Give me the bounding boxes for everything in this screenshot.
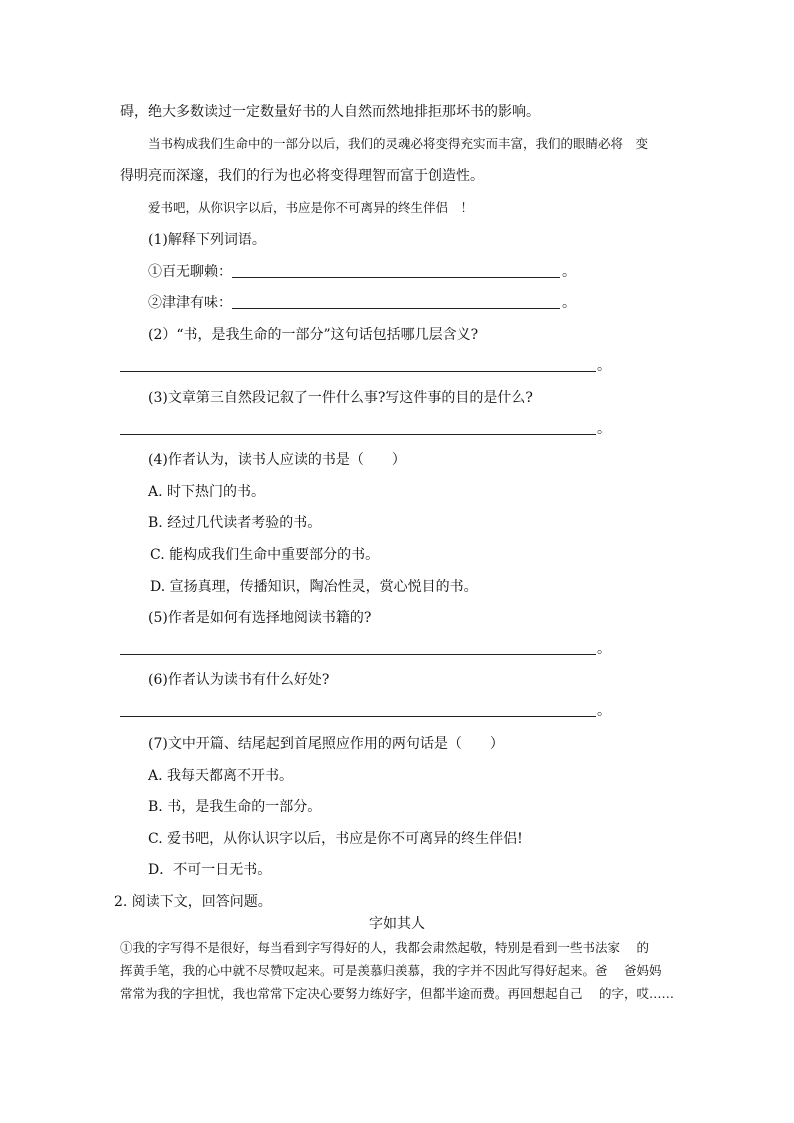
section-2-heading: 2. 阅读下文，回答问题。 <box>114 894 272 910</box>
question-1-item-1: ①百无聊赖： <box>148 264 232 280</box>
answer-line-end: 。 <box>597 703 611 719</box>
question-4-option-b[interactable]: B. 经过几代读者考验的书。 <box>148 515 322 531</box>
question-1-item-2: ②津津有味： <box>148 295 232 311</box>
answer-line-q2[interactable] <box>120 371 596 372</box>
article-line-3: 常常为我的字担忧，我也常常下定决心要努力练好字，但都半途而费。再回想起自己 的字，哎…… <box>120 986 674 1001</box>
question-4-option-a[interactable]: A. 时下热门的书。 <box>148 484 266 500</box>
question-2-prompt: (2）“书，是我生命的一部分”这句话包括哪几层含义? <box>148 327 479 343</box>
passage-paragraph-2-line-1: 当书构成我们生命中的一部分以后，我们的灵魂必将变得充实而丰富，我们的眼睛必将 变 <box>148 136 649 151</box>
passage-paragraph-3: 爱书吧，从你识字以后，书应是你不可离异的终生伴侣 ！ <box>148 200 474 215</box>
question-1-prompt: (1)解释下列词语。 <box>148 232 266 248</box>
answer-line-end: 。 <box>562 295 576 311</box>
question-7-option-c[interactable]: C. 爱书吧，从你认识字以后，书应是你不可离异的终生伴侣! <box>148 831 523 847</box>
passage-paragraph-1-end: 碍，绝大多数读过一定数量好书的人自然而然地排拒那坏书的影响。 <box>120 104 540 120</box>
answer-line-q1-item-1[interactable] <box>232 277 560 278</box>
article-title: 字如其人 <box>369 916 425 932</box>
question-6-prompt: (6)作者认为读书有什么好处? <box>148 672 330 688</box>
question-7-option-d[interactable]: D．不可一日无书。 <box>148 862 272 878</box>
question-7-prompt: (7)文中开篇、结尾起到首尾照应作用的两句话是（ ） <box>148 736 504 752</box>
question-7-option-a[interactable]: A. 我每天都离不开书。 <box>148 768 294 784</box>
article-line-1: ①我的字写得不是很好，每当看到字写得好的人，我都会肃然起敬，特别是看到一些书法家 的 <box>120 940 649 955</box>
answer-line-end: 。 <box>597 641 611 657</box>
answer-line-q5[interactable] <box>120 654 596 655</box>
answer-line-q1-item-2[interactable] <box>232 308 560 309</box>
passage-paragraph-2-line-2: 得明亮而深邃，我们的行为也必将变得理智而富于创造性。 <box>120 168 484 184</box>
question-3-prompt: (3)文章第三自然段记叙了一件什么事?写这件事的目的是什么? <box>148 390 533 406</box>
answer-line-q3[interactable] <box>120 434 596 435</box>
answer-line-end: 。 <box>597 358 611 374</box>
answer-line-end: 。 <box>562 264 576 280</box>
question-5-prompt: (5)作者是如何有选择地阅读书籍的? <box>148 610 372 626</box>
answer-line-q6[interactable] <box>120 716 596 717</box>
article-line-2: 挥黄手笔，我的心中就不尽赞叹起来。可是羡慕归羡慕，我的字并不因此写得好起来。爸 爸妈妈 <box>120 963 662 978</box>
answer-line-end: 。 <box>597 421 611 437</box>
question-7-option-b[interactable]: B. 书，是我生命的一部分。 <box>148 799 322 815</box>
question-4-option-c[interactable]: C. 能构成我们生命中重要部分的书。 <box>150 547 380 563</box>
question-4-option-d[interactable]: D. 宣扬真理，传播知识，陶冶性灵，赏心悦目的书。 <box>150 579 478 595</box>
question-4-prompt: (4)作者认为，读书人应读的书是（ ） <box>148 452 406 468</box>
